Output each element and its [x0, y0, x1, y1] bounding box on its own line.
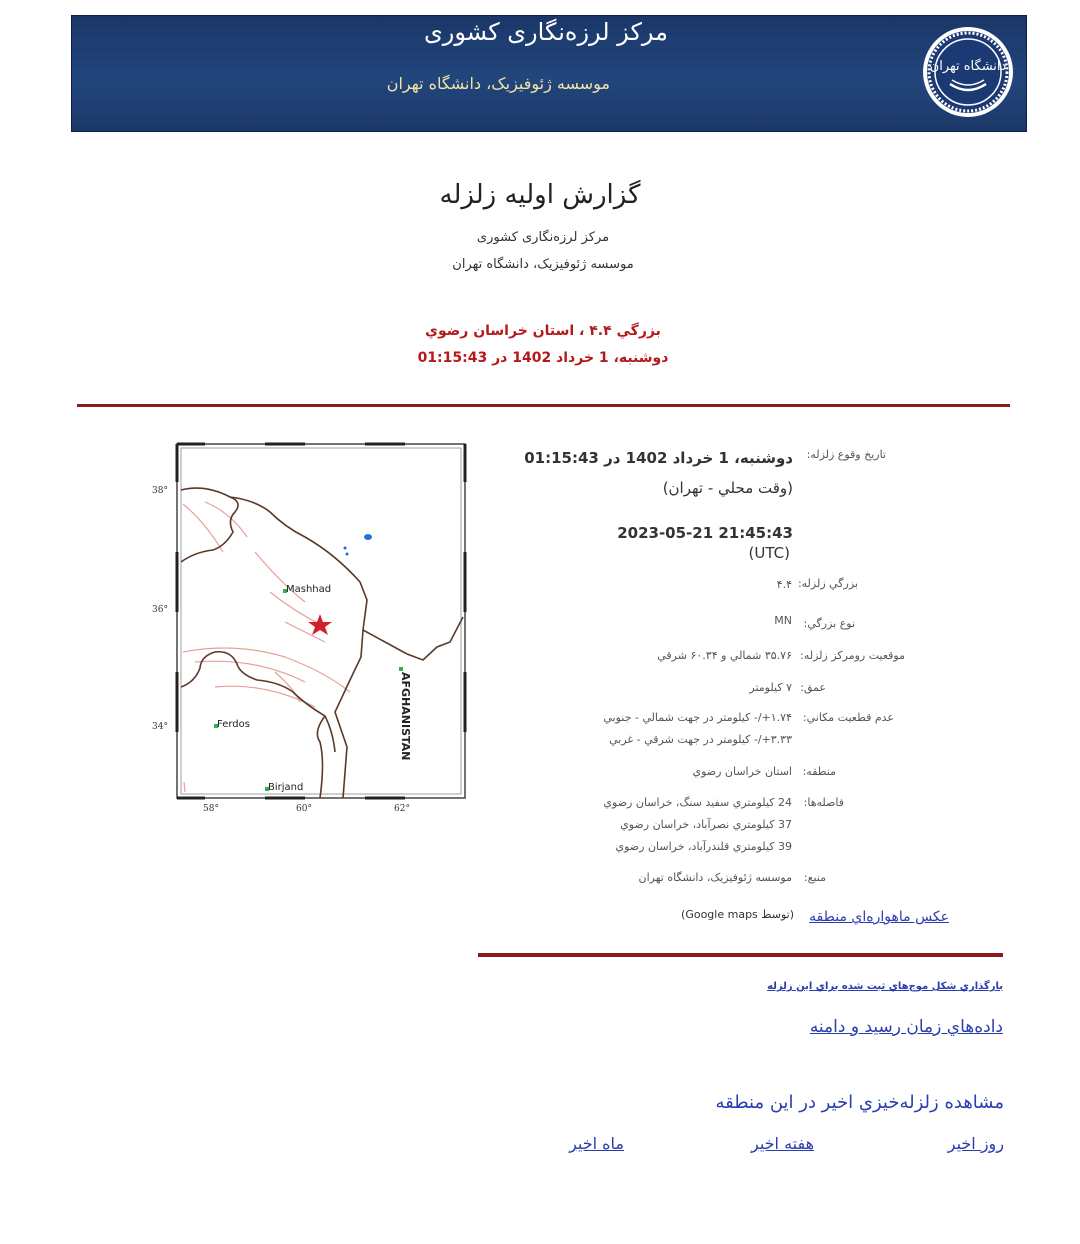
value-location: ۳۵.۷۶ شمالي و ۶۰.۳۴ شرقي [657, 649, 792, 662]
lon-tick-58: 58° [203, 804, 219, 814]
report-institute-line: موسسه ژئوفیزیک، دانشگاه تهران [452, 257, 634, 272]
value-mag-type: MN [774, 614, 792, 627]
value-magnitude: ۴.۴ [776, 578, 792, 591]
last-day-link[interactable]: روز اخير [947, 1134, 1004, 1153]
header-title: مرکز لرزه‌نگاری کشوری [424, 18, 668, 46]
label-depth: عمق: [800, 681, 826, 694]
satellite-image-link[interactable]: عکس ماهواره‌اي منطقه [809, 909, 949, 925]
city-marker-afghanistan [399, 667, 403, 671]
arrival-data-link[interactable]: داده‌هاي زمان رسيد و دامنه [809, 1017, 1003, 1037]
lon-tick-62: 62° [394, 804, 410, 814]
label-magnitude: بزرگي زلزله: [797, 577, 858, 590]
summary-magnitude-region: بزرگي ۴.۴ ، استان خراسان رضوي [425, 323, 661, 339]
value-local-datetime: دوشنبه، 1 خرداد 1402 در 01:15:43 [524, 449, 793, 467]
report-center-line: مرکز لرزه‌نگاری کشوری [476, 230, 610, 245]
epicenter-map[interactable] [175, 442, 467, 800]
value-uncertainty-ew: ۳.۳۳+/- کيلومتر در جهت شرقي - غربي [609, 733, 792, 746]
waveforms-link[interactable]: بارگذاري شکل موج‌هاي ثبت شده براي اين زلزله [767, 981, 1003, 992]
lat-tick-38: 38° [152, 486, 168, 496]
map-label-mashhad: Mashhad [286, 584, 332, 595]
label-region: منطقه: [802, 765, 836, 778]
value-utc-datetime: 2023-05-21 21:45:43 [617, 524, 793, 542]
map-label-afghanistan: AFGHANISTAN [399, 672, 412, 761]
last-month-link[interactable]: ماه اخير [569, 1134, 624, 1153]
map-label-ferdos: Ferdos [217, 719, 250, 730]
header-subtitle: موسسه ژئوفیزیک، دانشگاه تهران [386, 74, 610, 93]
recent-seismicity-heading: مشاهده زلزله‌خيزي اخير در اين منطقه [715, 1092, 1004, 1113]
report-title: گزارش اوليه زلزله [439, 180, 641, 210]
value-local-note: (وقت محلي - تهران) [662, 479, 793, 497]
value-uncertainty-ns: ۱.۷۴+/- کيلومتر در جهت شمالي - جنوبي [603, 711, 792, 724]
lat-tick-36: 36° [152, 605, 168, 615]
value-distance-1: 24 کيلومتري سفيد سنگ، خراسان رضوي [603, 796, 792, 809]
label-mag-type: نوع بزرگي: [803, 617, 855, 630]
lon-tick-60: 60° [296, 804, 312, 814]
label-datetime: تاريخ وقوع زلزله: [806, 448, 886, 461]
divider-bottom [478, 953, 1003, 957]
map-label-birjand: Birjand [268, 782, 304, 793]
satellite-note: (توسط Google maps) [681, 908, 794, 921]
label-distances: فاصله‌ها: [803, 796, 844, 809]
label-source: منبع: [803, 871, 826, 884]
logo-text: دانشگاه تهران [929, 59, 1007, 74]
label-uncertainty: عدم قطعيت مکاني: [802, 711, 894, 724]
label-location: موقعيت رومرکز زلزله: [800, 649, 905, 662]
last-week-link[interactable]: هفته اخير [750, 1134, 814, 1153]
value-distance-3: 39 کيلومتري قلندرآباد، خراسان رضوي [615, 840, 792, 853]
divider-top [77, 404, 1010, 407]
summary-datetime: دوشنبه، 1 خرداد 1402 در 01:15:43 [417, 350, 669, 366]
university-logo [922, 26, 1014, 118]
value-region: استان خراسان رضوي [692, 765, 792, 778]
value-utc-note: (UTC) [748, 544, 790, 562]
value-depth: ۷ کيلومتر [749, 681, 792, 694]
lat-tick-34: 34° [152, 722, 168, 732]
value-source: موسسه ژئوفيزيک، دانشگاه تهران [638, 871, 792, 884]
value-distance-2: 37 کيلومتري نصرآباد، خراسان رضوي [620, 818, 792, 831]
